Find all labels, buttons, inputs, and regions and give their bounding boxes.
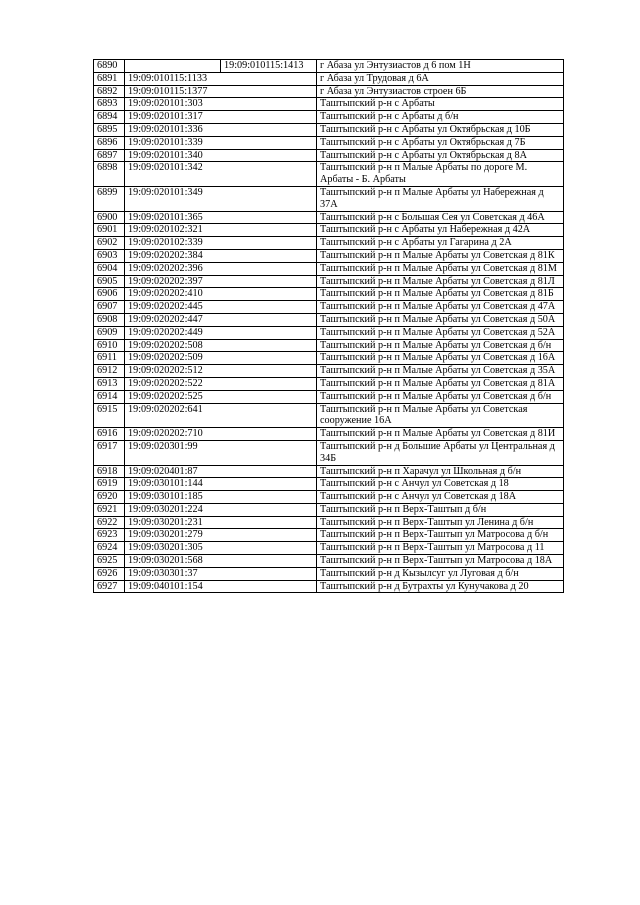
table-row [94, 403, 564, 428]
cadastral-number: 19:09:020202:641 [125, 403, 317, 428]
table-row [94, 352, 564, 365]
row-number: 6921 [94, 503, 125, 516]
address: Таштыпский р-н п Малые Арбаты ул Набережная д 37А [317, 186, 564, 211]
address: Таштыпский р-н п Малые Арбаты по дороге М. Арбаты - Б. Арбаты [317, 162, 564, 187]
address: Таштыпский р-н д Большие Арбаты ул Центральная д 34Б [317, 440, 564, 465]
row-number: 6914 [94, 390, 125, 403]
row-number: 6898 [94, 162, 125, 187]
table-row [94, 249, 564, 262]
table-row [94, 567, 564, 580]
cadastral-number: 19:09:020101:303 [125, 98, 317, 111]
row-number: 6909 [94, 326, 125, 339]
address: Таштыпский р-н п Малые Арбаты ул Советская д 81М [317, 262, 564, 275]
row-number: 6896 [94, 136, 125, 149]
table-row [94, 288, 564, 301]
address: Таштыпский р-н п Малые Арбаты ул Советская д 50А [317, 313, 564, 326]
cadastral-number: 19:09:020101:365 [125, 211, 317, 224]
empty-cell [125, 60, 221, 73]
address: Таштыпский р-н с Арбаты ул Октябрьская д 7Б [317, 136, 564, 149]
address: Таштыпский р-н п Малые Арбаты ул Советская д б/н [317, 339, 564, 352]
table-row [94, 503, 564, 516]
row-number: 6922 [94, 516, 125, 529]
cadastral-number: 19:09:020202:384 [125, 249, 317, 262]
table-row [94, 580, 564, 593]
table-row [94, 186, 564, 211]
cadastral-number: 19:09:020202:509 [125, 352, 317, 365]
address: Таштыпский р-н п Малые Арбаты ул Советская д 35А [317, 365, 564, 378]
address: Таштыпский р-н с Арбаты ул Октябрьская д 10Б [317, 123, 564, 136]
table-row [94, 555, 564, 568]
cadastral-number: 19:09:010115:1133 [125, 72, 317, 85]
table-row [94, 339, 564, 352]
table-row [94, 149, 564, 162]
row-number: 6911 [94, 352, 125, 365]
table-row [94, 465, 564, 478]
address: Таштыпский р-н с Арбаты д б/н [317, 111, 564, 124]
table-row [94, 211, 564, 224]
cadastral-number: 19:09:020202:449 [125, 326, 317, 339]
cadastral-number: 19:09:030201:279 [125, 529, 317, 542]
address: г Абаза ул Энтузиастов д 6 пом 1Н [317, 60, 564, 73]
address: Таштыпский р-н п Малые Арбаты ул Советская д 81К [317, 249, 564, 262]
table-row [94, 313, 564, 326]
row-number: 6927 [94, 580, 125, 593]
row-number: 6895 [94, 123, 125, 136]
cadastral-number: 19:09:010115:1377 [125, 85, 317, 98]
row-number: 6902 [94, 237, 125, 250]
cadastral-number: 19:09:020202:396 [125, 262, 317, 275]
table-row [94, 390, 564, 403]
table-row [94, 275, 564, 288]
row-number: 6917 [94, 440, 125, 465]
row-number: 6923 [94, 529, 125, 542]
address: Таштыпский р-н п Харачул ул Школьная д б/н [317, 465, 564, 478]
cadastral-number: 19:09:040101:154 [125, 580, 317, 593]
row-number: 6925 [94, 555, 125, 568]
cadastral-number: 19:09:020202:512 [125, 365, 317, 378]
cadastral-number: 19:09:010115:1413 [221, 60, 317, 73]
row-number: 6905 [94, 275, 125, 288]
row-number: 6915 [94, 403, 125, 428]
row-number: 6893 [94, 98, 125, 111]
row-number: 6907 [94, 301, 125, 314]
address: г Абаза ул Энтузиастов строен 6Б [317, 85, 564, 98]
cadastral-number: 19:09:020101:339 [125, 136, 317, 149]
address: Таштыпский р-н с Большая Сея ул Советская д 46А [317, 211, 564, 224]
table-row [94, 377, 564, 390]
table-row [94, 262, 564, 275]
table-row [94, 60, 564, 73]
cadastral-number: 19:09:020202:525 [125, 390, 317, 403]
cadastral-number: 19:09:020101:349 [125, 186, 317, 211]
table-row [94, 516, 564, 529]
row-number: 6899 [94, 186, 125, 211]
address: Таштыпский р-н п Малые Арбаты ул Советская сооружение 16А [317, 403, 564, 428]
address: Таштыпский р-н п Малые Арбаты ул Советская д 81Л [317, 275, 564, 288]
cadastral-number: 19:09:030201:224 [125, 503, 317, 516]
cadastral-number: 19:09:020202:447 [125, 313, 317, 326]
address: Таштыпский р-н с Анчул ул Советская д 18 [317, 478, 564, 491]
cadastral-number: 19:09:020101:340 [125, 149, 317, 162]
cadastral-number: 19:09:020202:397 [125, 275, 317, 288]
address: Таштыпский р-н с Анчул ул Советская д 18А [317, 491, 564, 504]
address: Таштыпский р-н с Арбаты [317, 98, 564, 111]
row-number: 6897 [94, 149, 125, 162]
address: Таштыпский р-н п Малые Арбаты ул Советская д 81И [317, 428, 564, 441]
row-number: 6918 [94, 465, 125, 478]
cadastral-number: 19:09:020202:710 [125, 428, 317, 441]
cadastral-number: 19:09:020301:99 [125, 440, 317, 465]
cadastral-number: 19:09:030101:185 [125, 491, 317, 504]
table-row [94, 529, 564, 542]
address: Таштыпский р-н с Арбаты ул Набережная д 42А [317, 224, 564, 237]
row-number: 6900 [94, 211, 125, 224]
table-row [94, 85, 564, 98]
address: Таштыпский р-н д Бутрахты ул Кунучакова д 20 [317, 580, 564, 593]
address: Таштыпский р-н п Верх-Таштып ул Ленина д б/н [317, 516, 564, 529]
row-number: 6910 [94, 339, 125, 352]
cadastral-number: 19:09:020202:410 [125, 288, 317, 301]
row-number: 6903 [94, 249, 125, 262]
row-number: 6913 [94, 377, 125, 390]
table-row [94, 72, 564, 85]
cadastral-number: 19:09:020202:445 [125, 301, 317, 314]
address: Таштыпский р-н п Малые Арбаты ул Советская д 81А [317, 377, 564, 390]
row-number: 6890 [94, 60, 125, 73]
cadastral-number: 19:09:020101:342 [125, 162, 317, 187]
table-row [94, 237, 564, 250]
row-number: 6892 [94, 85, 125, 98]
row-number: 6919 [94, 478, 125, 491]
cadastral-number: 19:09:030201:568 [125, 555, 317, 568]
cadastral-number: 19:09:020102:339 [125, 237, 317, 250]
table-row [94, 491, 564, 504]
address: Таштыпский р-н п Малые Арбаты ул Советская д 16А [317, 352, 564, 365]
table-row [94, 428, 564, 441]
row-number: 6926 [94, 567, 125, 580]
table-row [94, 111, 564, 124]
address: Таштыпский р-н п Малые Арбаты ул Советская д 47А [317, 301, 564, 314]
table-row [94, 440, 564, 465]
table-row [94, 98, 564, 111]
cadastral-number: 19:09:020101:336 [125, 123, 317, 136]
address: Таштыпский р-н п Верх-Таштып д б/н [317, 503, 564, 516]
row-number: 6924 [94, 542, 125, 555]
cadastral-number: 19:09:020401:87 [125, 465, 317, 478]
cadastral-number: 19:09:020202:522 [125, 377, 317, 390]
cadastral-number: 19:09:030201:231 [125, 516, 317, 529]
address: Таштыпский р-н п Малые Арбаты ул Советская д 81Б [317, 288, 564, 301]
row-number: 6920 [94, 491, 125, 504]
address: Таштыпский р-н с Арбаты ул Гагарина д 2А [317, 237, 564, 250]
table-row [94, 542, 564, 555]
row-number: 6901 [94, 224, 125, 237]
row-number: 6916 [94, 428, 125, 441]
registry-table [93, 59, 564, 593]
cadastral-number: 19:09:030301:37 [125, 567, 317, 580]
address: Таштыпский р-н п Верх-Таштып ул Матросова д б/н [317, 529, 564, 542]
row-number: 6891 [94, 72, 125, 85]
address: Таштыпский р-н п Малые Арбаты ул Советская д 52А [317, 326, 564, 339]
table-row [94, 478, 564, 491]
table-row [94, 136, 564, 149]
address: Таштыпский р-н п Верх-Таштып ул Матросова д 11 [317, 542, 564, 555]
table-row [94, 123, 564, 136]
address: г Абаза ул Трудовая д 6А [317, 72, 564, 85]
table-row [94, 365, 564, 378]
row-number: 6894 [94, 111, 125, 124]
table-row [94, 301, 564, 314]
cadastral-number: 19:09:020102:321 [125, 224, 317, 237]
table-row [94, 326, 564, 339]
cadastral-number: 19:09:020101:317 [125, 111, 317, 124]
address: Таштыпский р-н д Кызылсуг ул Луговая д б/н [317, 567, 564, 580]
registry-table-body [94, 60, 564, 593]
address: Таштыпский р-н п Малые Арбаты ул Советская д б/н [317, 390, 564, 403]
cadastral-number: 19:09:030201:305 [125, 542, 317, 555]
table-row [94, 224, 564, 237]
address: Таштыпский р-н с Арбаты ул Октябрьская д 8А [317, 149, 564, 162]
row-number: 6912 [94, 365, 125, 378]
cadastral-number: 19:09:020202:508 [125, 339, 317, 352]
table-row [94, 162, 564, 187]
row-number: 6904 [94, 262, 125, 275]
row-number: 6908 [94, 313, 125, 326]
address: Таштыпский р-н п Верх-Таштып ул Матросова д 18А [317, 555, 564, 568]
cadastral-number: 19:09:030101:144 [125, 478, 317, 491]
row-number: 6906 [94, 288, 125, 301]
